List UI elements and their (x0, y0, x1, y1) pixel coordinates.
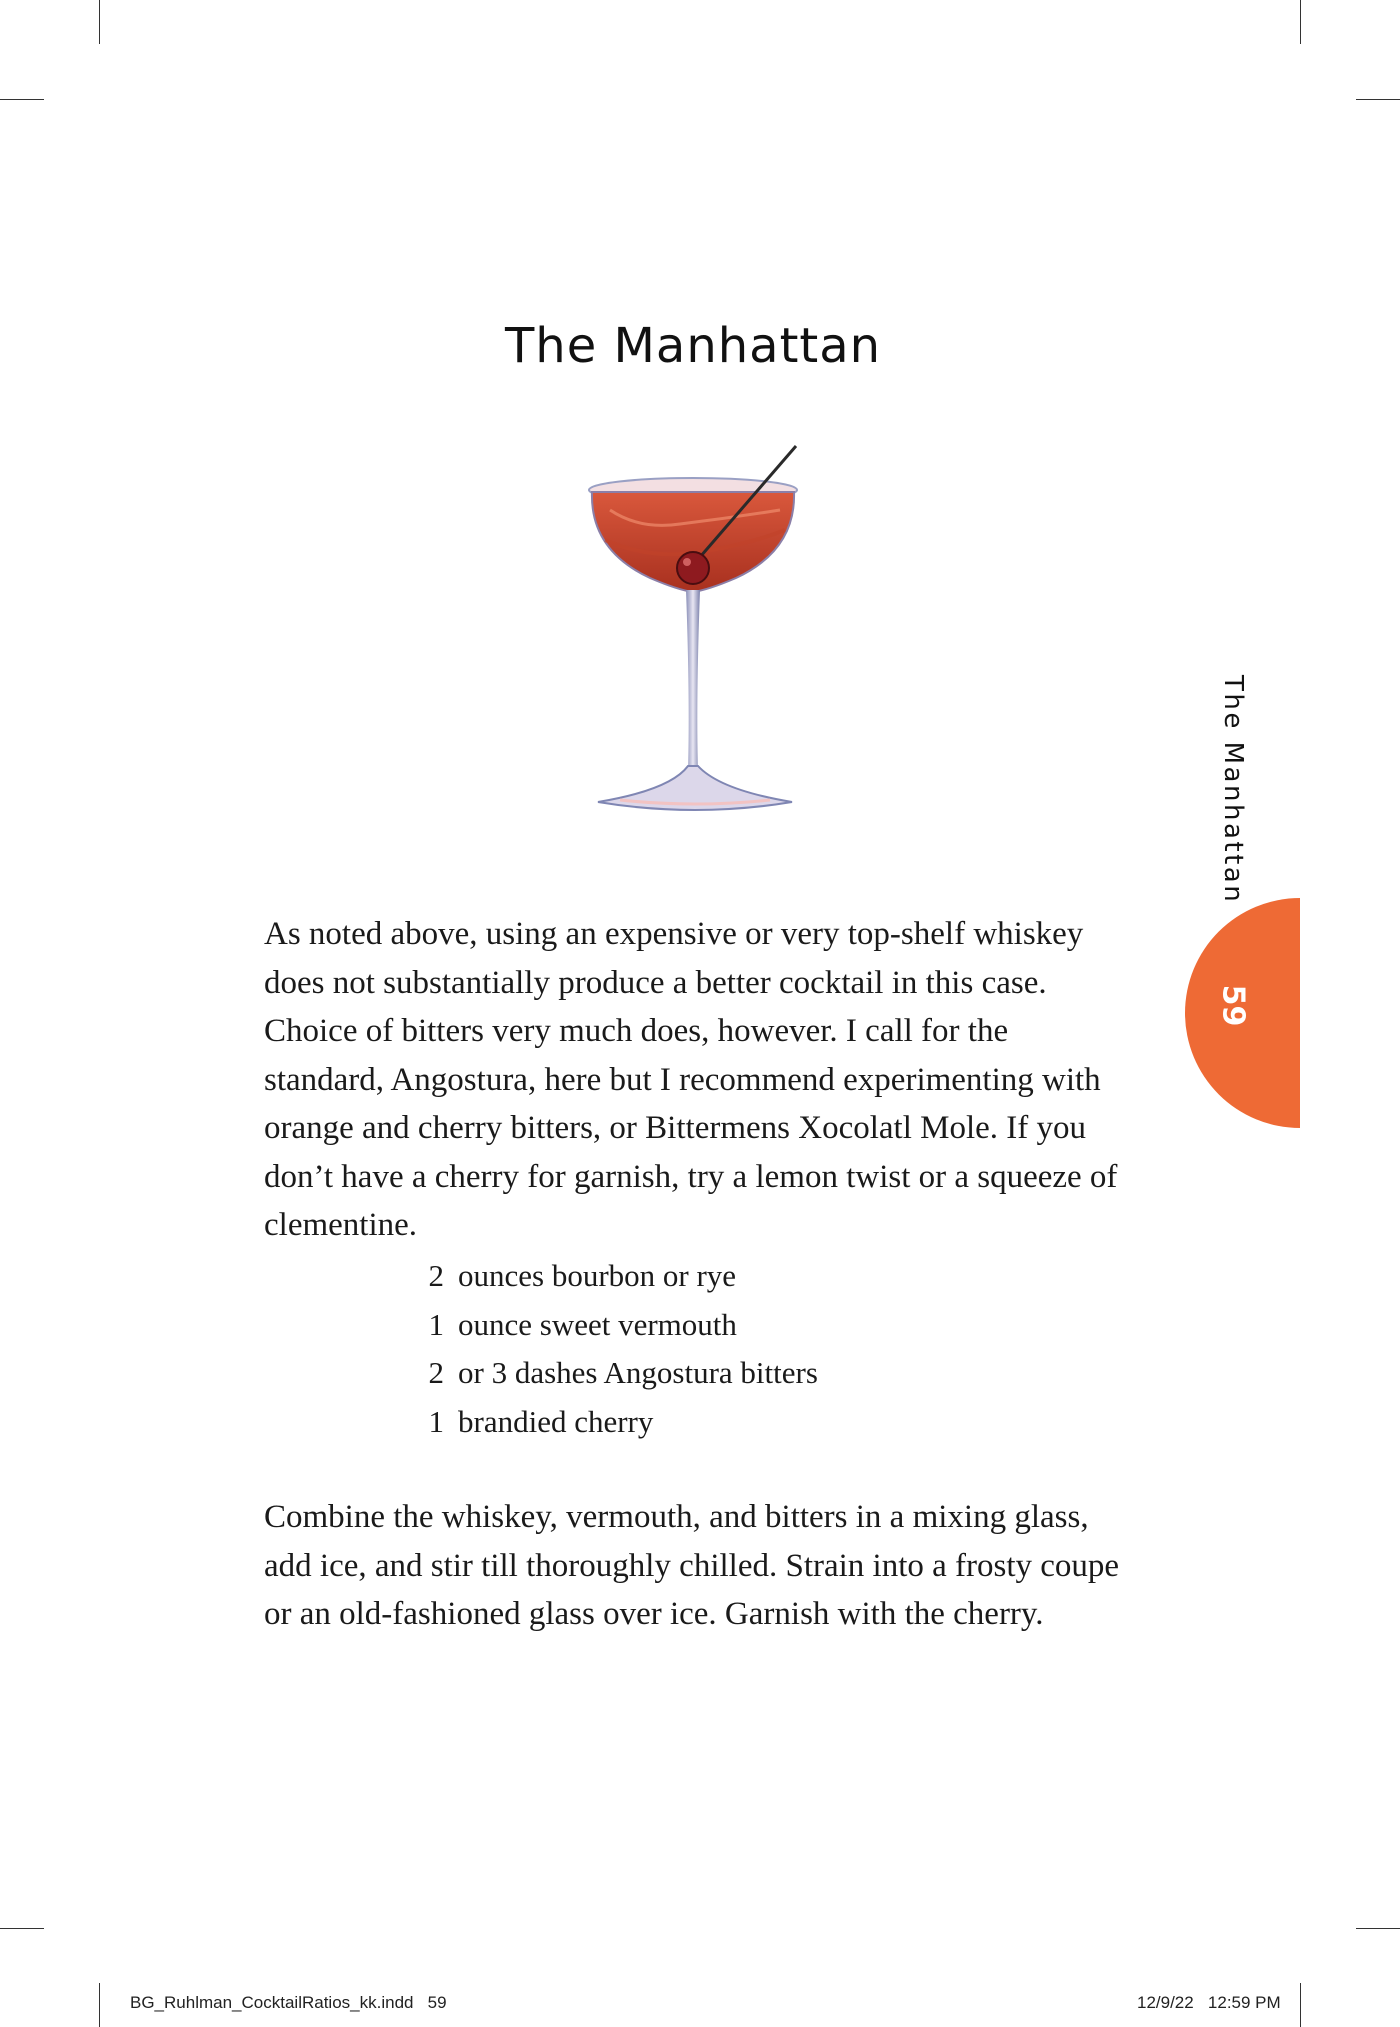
slug-time: 12:59 PM (1207, 1993, 1281, 2012)
list-item (400, 1398, 818, 1447)
ingredient-item: ounces bourbon or rye (458, 1258, 737, 1293)
page-number: 59 (1215, 984, 1251, 1027)
crop-mark-top-left (99, 0, 100, 44)
ingredient-item: brandied cherry (458, 1403, 654, 1439)
crop-mark-right-top (1356, 99, 1400, 100)
list-item (400, 1349, 818, 1398)
slug-file (130, 1993, 447, 2013)
ingredient-list (400, 1252, 818, 1446)
crop-mark-top-right (1300, 0, 1301, 44)
ingredient-item: ounce sweet vermouth (458, 1306, 737, 1342)
crop-mark-right-bottom (1356, 1928, 1400, 1929)
crop-mark-bottom-right (1300, 1983, 1301, 2027)
list-item (400, 1252, 818, 1301)
ingredient-qty: 2 (428, 1258, 444, 1293)
method-paragraph: Combine the whiskey, vermouth, and bitters in a mixing glass, add ice, and stir till thoroughly chilled. Strain into a frosty coupe or an old-fashioned glass over ice. Garnish with the cherry. (264, 1499, 1120, 1632)
slug-page: 59 (427, 1993, 447, 2012)
ingredient-item: or 3 dashes Angostura bitters (458, 1355, 818, 1390)
slug-datetime (1137, 1993, 1281, 2013)
intro-paragraph: As noted above, using an expensive or very top-shelf whiskey does not substantially produce a better cocktail in this case. Choice of bitters very much does, however. I call for the standard, Angostura, here but I recommend experimenting with orange and cherry bitters, or Bittermens Xocolatl Mole. If you don’t have a cherry for garnish, try a lemon twist or a squeeze of clementine. (264, 916, 1118, 1243)
slug-date: 12/9/22 (1137, 1993, 1194, 2012)
crop-mark-left-bottom (0, 1928, 44, 1929)
crop-mark-left-top (0, 99, 44, 100)
coupe-cocktail-glass-icon (580, 440, 810, 840)
ingredient-qty: 1 (428, 1306, 444, 1342)
page-title: The Manhattan (504, 318, 882, 374)
ingredient-qty: 1 (428, 1403, 444, 1439)
list-item (400, 1301, 818, 1350)
crop-mark-bottom-left (99, 1983, 100, 2027)
ingredient-qty: 2 (428, 1355, 444, 1390)
side-tab-title: The Manhattan (1218, 675, 1248, 905)
slug-filename: BG_Ruhlman_CocktailRatios_kk.indd (130, 1993, 414, 2012)
